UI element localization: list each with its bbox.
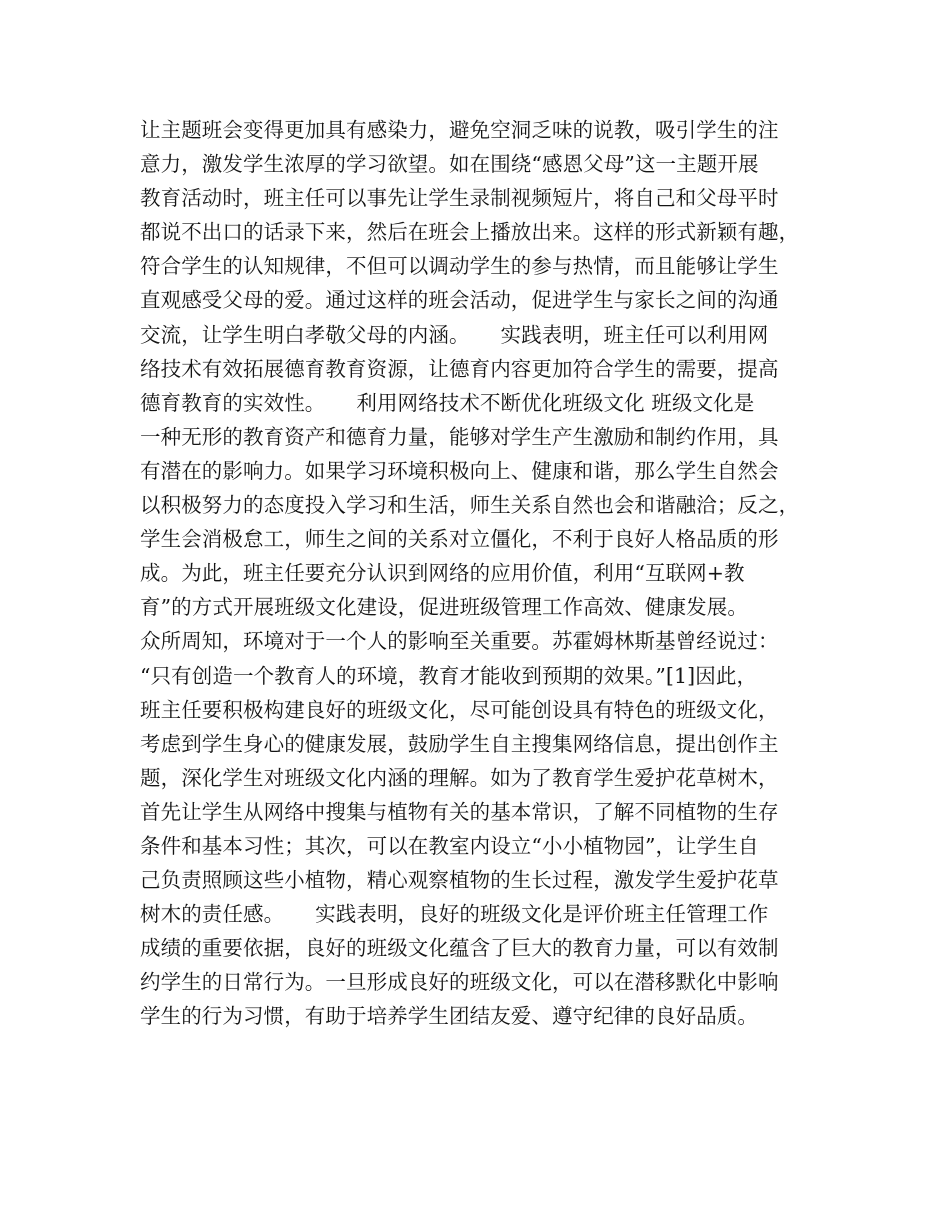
text-line: 教育活动时，班主任可以事先让学生录制视频短片，将自己和父母平时	[140, 186, 779, 211]
text-line: 有潜在的影响力。如果学习环境积极向上、健康和谐，那么学生自然会	[140, 458, 779, 483]
text-line: 约学生的日常行为。一旦形成良好的班级文化，可以在潜移默化中影响	[140, 970, 779, 995]
text-line: 题，深化学生对班级文化内涵的理解。如为了教育学生爱护花草树木，	[140, 765, 779, 790]
text-line: 首先让学生从网络中搜集与植物有关的基本常识，了解不同植物的生存	[140, 799, 779, 824]
text-line: 条件和基本习性；其次，可以在教室内设立“小小植物园”，让学生自	[140, 833, 759, 858]
text-line: 考虑到学生身心的健康发展，鼓励学生自主搜集网络信息，提出创作主	[140, 731, 779, 756]
text-line: 学生会消极怠工，师生之间的关系对立僵化，不利于良好人格品质的形	[140, 527, 779, 552]
text-line: 交流，让学生明白孝敬父母的内涵。 实践表明，班主任可以利用网	[140, 322, 769, 347]
text-line: 意力，激发学生浓厚的学习欲望。如在围绕“感恩父母”这一主题开展	[140, 152, 759, 177]
body-text	[140, 113, 820, 1034]
text-line: 成。为此，班主任要充分认识到网络的应用价值，利用“互联网+教	[140, 561, 745, 586]
text-line: 德育教育的实效性。 利用网络技术不断优化班级文化 班级文化是	[140, 390, 755, 415]
text-line: 一种无形的教育资产和德育力量，能够对学生产生激励和制约作用，具	[140, 424, 779, 449]
text-line: 直观感受父母的爱。通过这样的班会活动，促进学生与家长之间的沟通	[140, 288, 779, 313]
text-line: 成绩的重要依据，良好的班级文化蕴含了巨大的教育力量，可以有效制	[140, 936, 779, 961]
text-line: “只有创造一个教育人的环境，教育才能收到预期的效果。”[1]因此，	[140, 663, 758, 688]
text-line: 络技术有效拓展德育教育资源，让德育内容更加符合学生的需要，提高	[140, 356, 779, 381]
text-line: 都说不出口的话录下来，然后在班会上播放出来。这样的形式新颖有趣，	[140, 220, 800, 245]
text-line: 己负责照顾这些小植物，精心观察植物的生长过程，激发学生爱护花草	[140, 868, 779, 893]
text-line: 符合学生的认知规律，不但可以调动学生的参与热情，而且能够让学生	[140, 254, 779, 279]
text-line: 众所周知，环境对于一个人的影响至关重要。苏霍姆林斯基曾经说过：	[140, 629, 779, 654]
text-line: 以积极努力的态度投入学习和生活，师生关系自然也会和谐融洽；反之，	[140, 493, 800, 518]
text-line: 让主题班会变得更加具有感染力，避免空洞乏味的说教，吸引学生的注	[140, 118, 779, 142]
text-line: 育”的方式开展班级文化建设，促进班级管理工作高效、健康发展。	[140, 595, 748, 620]
text-line: 学生的行为习惯，有助于培养学生团结友爱、遵守纪律的良好品质。	[140, 1004, 758, 1029]
text-line: 树木的责任感。 实践表明，良好的班级文化是评价班主任管理工作	[140, 902, 769, 927]
text-line: 班主任要积极构建良好的班级文化，尽可能创设具有特色的班级文化，	[140, 697, 779, 722]
